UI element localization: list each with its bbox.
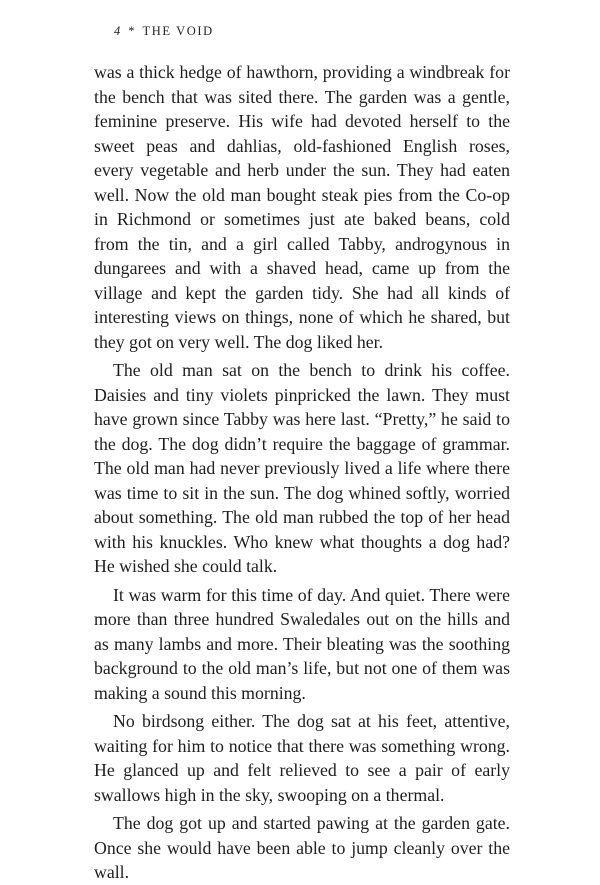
paragraph-1: was a thick hedge of hawthorn, providing a windbreak for the bench that was sited there. The garden was a gentle, feminine preserve. His wife had devoted herself to the sweet peas and dahlias, old-fashioned English roses, every vegetable and herb under the sun. They had eaten well. Now the old man bought steak pies from the Co-op in Richmond or sometimes just ate baked beans, cold from the tin, and a girl called Tabby, androgynous in dungarees and with a shaved head, came up from the village and kept the garden tidy. She had all kinds of interesting views on things, none of which he shared, but they got on very well. The dog liked her.	[94, 62, 510, 352]
running-head	[114, 24, 214, 39]
body-text	[94, 60, 510, 885]
paragraph-4: No birdsong either. The dog sat at his feet, attentive, waiting for him to notice that there was something wrong. He glanced up and felt relieved to see a pair of early swallows high in the sky, swooping on a thermal.	[94, 711, 510, 805]
paragraph-5: The dog got up and started pawing at the garden gate. Once she would have been able to jump cleanly over the wall.	[94, 813, 510, 882]
header-separator: *	[128, 24, 135, 38]
running-title: THE VOID	[142, 24, 214, 38]
page-number: 4	[114, 24, 121, 38]
paragraph-2: The old man sat on the bench to drink his coffee. Daisies and tiny violets pinpricked the lawn. They must have grown since Tabby was here last. “Pretty,” he said to the dog. The dog didn’t require the baggage of grammar. The old man had never previously lived a life where there was time to sit in the sun. The dog whined softly, worried about something. The old man rubbed the top of her head with his knuckles. Who knew what thoughts a dog had? He wished she could talk.	[94, 360, 510, 576]
paragraph-3: It was warm for this time of day. And quiet. There were more than three hundred Swaledales out on the hills and as many lambs and more. Their bleating was the soothing background to the old man’s life, but not one of them was making a sound this morning.	[94, 584, 510, 703]
